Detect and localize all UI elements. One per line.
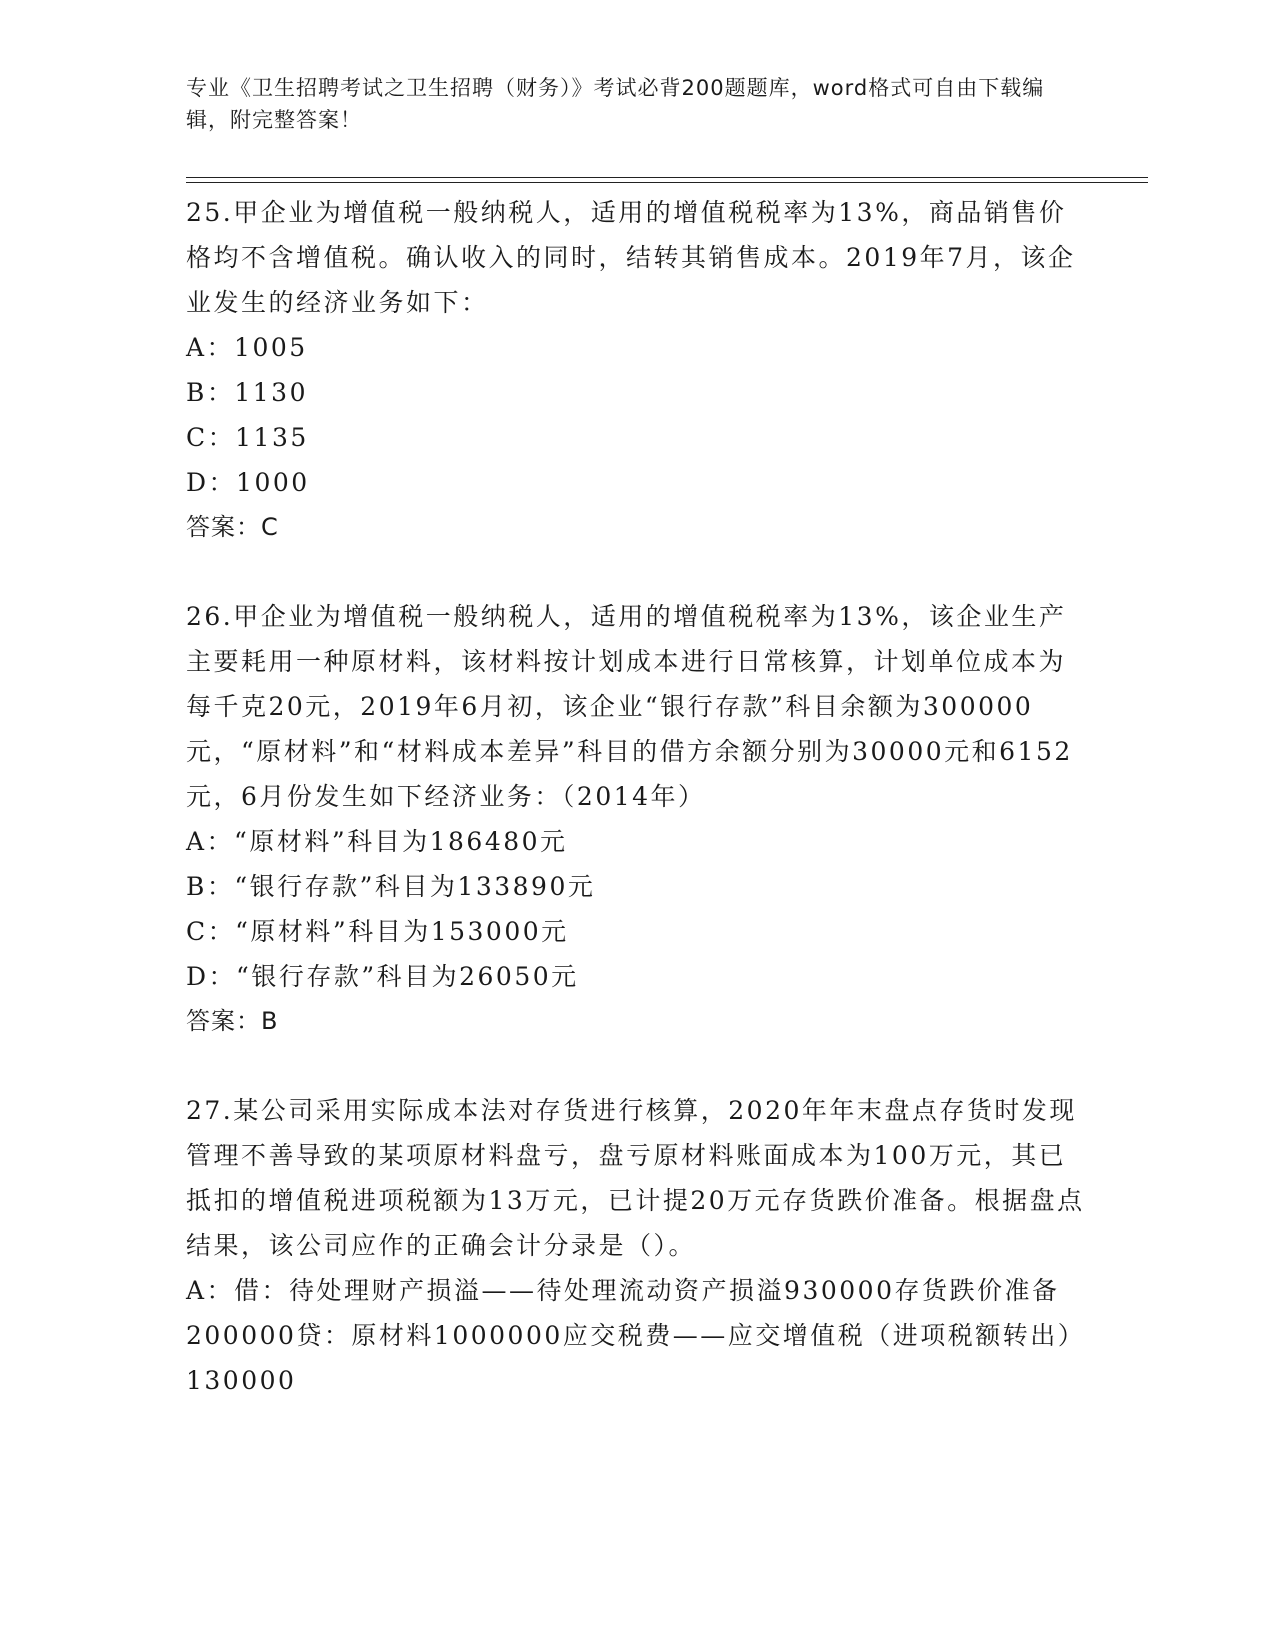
option-b: B：1130 <box>186 378 308 407</box>
header-divider-bottom <box>186 182 1148 183</box>
question-stem: 26.甲企业为增值税一般纳税人，适用的增值税税率为13%，该企业生产主要耗用一种原材料，该材料按计划成本进行日常核算，计划单位成本为每千克20元，2019年6月初，该企业“银行存款”科目余额为300000元，“原材料”和“材料成本差异”科目的借方余额分别为30000元和6152元，6月份发生如下经济业务：（2014年） <box>186 602 1073 811</box>
question-27 <box>186 1088 1086 1403</box>
answer-label: 答案：B <box>186 1007 279 1035</box>
question-stem: 25.甲企业为增值税一般纳税人，适用的增值税税率为13%，商品销售价格均不含增值税。确认收入的同时，结转其销售成本。2019年7月，该企业发生的经济业务如下： <box>186 198 1076 317</box>
option-a: A：借：待处理财产损溢——待处理流动资产损溢930000存货跌价准备200000贷：原材料1000000应交税费——应交增值税（进项税额转出）130000 <box>186 1276 1086 1395</box>
question-25 <box>186 190 1086 550</box>
answer-label: 答案：C <box>186 513 279 541</box>
document-header: 专业《卫生招聘考试之卫生招聘（财务）》考试必背200题题库，word格式可自由下载编辑，附完整答案！ <box>186 76 1045 132</box>
option-d: D：1000 <box>186 468 310 497</box>
question-stem: 27.某公司采用实际成本法对存货进行核算，2020年年末盘点存货时发现管理不善导致的某项原材料盘亏，盘亏原材料账面成本为100万元，其已抵扣的增值税进项税额为13万元，已计提20万元存货跌价准备。根据盘点结果，该公司应作的正确会计分录是（）。 <box>186 1096 1085 1260</box>
question-26 <box>186 594 1086 1044</box>
option-a: A：1005 <box>186 333 308 362</box>
option-a: A：“原材料”科目为186480元 <box>186 827 568 856</box>
option-b: B：“银行存款”科目为133890元 <box>186 872 596 901</box>
question-list <box>186 190 1086 1447</box>
option-c: C：“原材料”科目为153000元 <box>186 917 569 946</box>
option-c: C：1135 <box>186 423 309 452</box>
header-divider-top <box>186 177 1148 178</box>
option-d: D：“银行存款”科目为26050元 <box>186 962 579 991</box>
